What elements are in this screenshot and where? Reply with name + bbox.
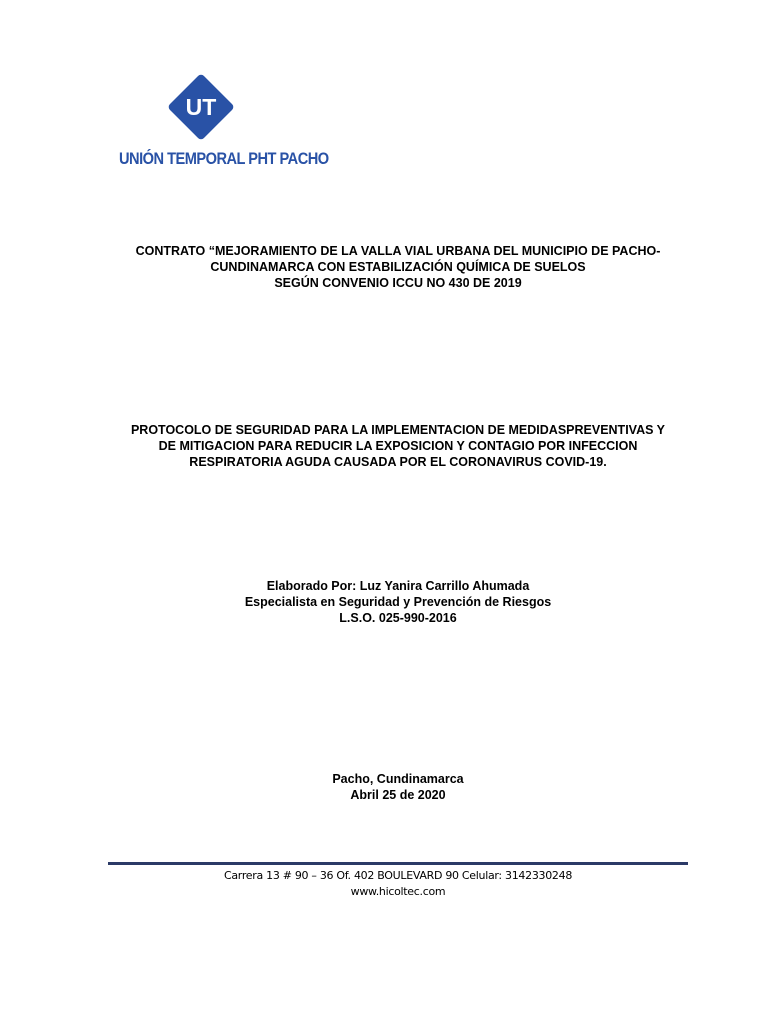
author-license: L.S.O. 025-990-2016 [339,611,457,625]
contract-title-line: SEGÚN CONVENIO ICCU NO 430 DE 2019 [274,276,522,290]
ut-diamond-logo-icon [164,70,238,144]
footer-website: www.hicoltec.com [350,885,446,898]
author-name: Elaborado Por: Luz Yanira Carrillo Ahumada [266,579,530,593]
company-logo [119,70,329,180]
page-footer [108,868,688,900]
svg-text:UT: UT [185,94,217,120]
footer-divider [108,862,688,865]
protocol-title-line: DE MITIGACION PARA REDUCIR LA EXPOSICION Y CONTAGIO POR INFECCION [158,439,638,453]
author-title: Especialista en Seguridad y Prevención de Riesgos [244,595,552,609]
author-block [108,578,688,626]
company-name: UNIÓN TEMPORAL PHT PACHO [119,149,329,168]
document-date: Abril 25 de 2020 [350,788,446,802]
protocol-title-line: RESPIRATORIA AGUDA CAUSADA POR EL CORONAVIRUS COVID-19. [189,455,607,469]
contract-title-line: CUNDINAMARCA CON ESTABILIZACIÓN QUÍMICA DE SUELOS [210,260,586,274]
contract-title-line: CONTRATO “MEJORAMIENTO DE LA VALLA VIAL URBANA DEL MUNICIPIO DE PACHO- [135,244,661,258]
place-date-block [108,771,688,803]
footer-address: Carrera 13 # 90 – 36 Of. 402 BOULEVARD 90 Celular: 3142330248 [223,869,573,882]
place-city: Pacho, Cundinamarca [332,772,464,786]
protocol-title [108,422,688,470]
contract-title [108,243,688,291]
protocol-title-line: PROTOCOLO DE SEGURIDAD PARA LA IMPLEMENTACION DE MEDIDASPREVENTIVAS Y [130,423,666,437]
